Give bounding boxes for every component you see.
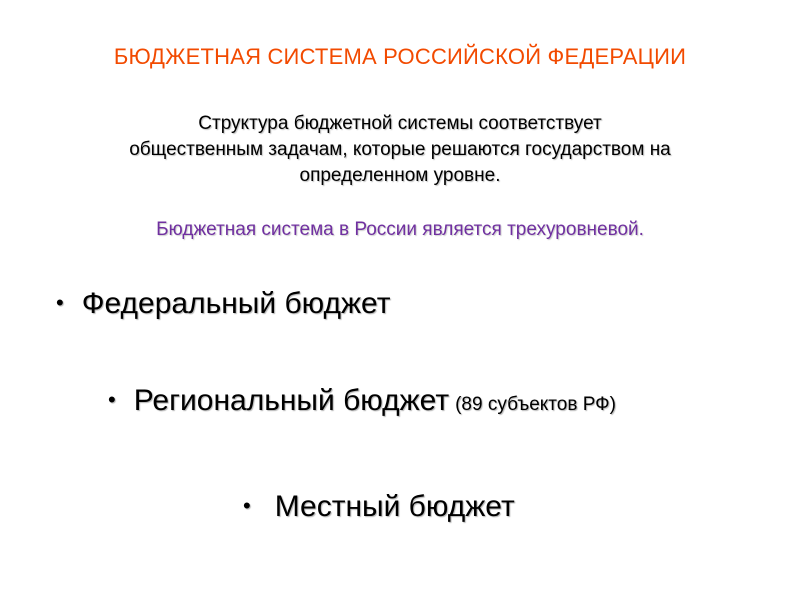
budget-level-federal xyxy=(56,287,390,321)
subtitle-line: определенном уровне. xyxy=(299,165,501,186)
slide-note: Бюджетная система в России является трехуровневой. xyxy=(156,219,644,240)
budget-level-local xyxy=(243,490,515,524)
slide-subtitle xyxy=(40,111,760,189)
subtitle-line: Структура бюджетной системы соответствует xyxy=(198,113,602,134)
budget-level-label: Федеральный бюджет xyxy=(81,287,391,320)
budget-level-regional xyxy=(108,384,616,418)
budget-level-detail: (89 субъектов РФ) xyxy=(455,394,616,415)
bullet-icon: • xyxy=(56,290,64,315)
budget-level-label: Местный бюджет xyxy=(274,490,515,523)
subtitle-line: общественным задачам, которые решаются государством на xyxy=(129,139,671,160)
budget-level-label: Региональный бюджет xyxy=(133,384,450,417)
slide-title: БЮДЖЕТНАЯ СИСТЕМА РОССИЙСКОЙ ФЕДЕРАЦИИ xyxy=(113,44,687,69)
bullet-icon: • xyxy=(108,387,116,412)
bullet-icon: • xyxy=(243,493,251,518)
